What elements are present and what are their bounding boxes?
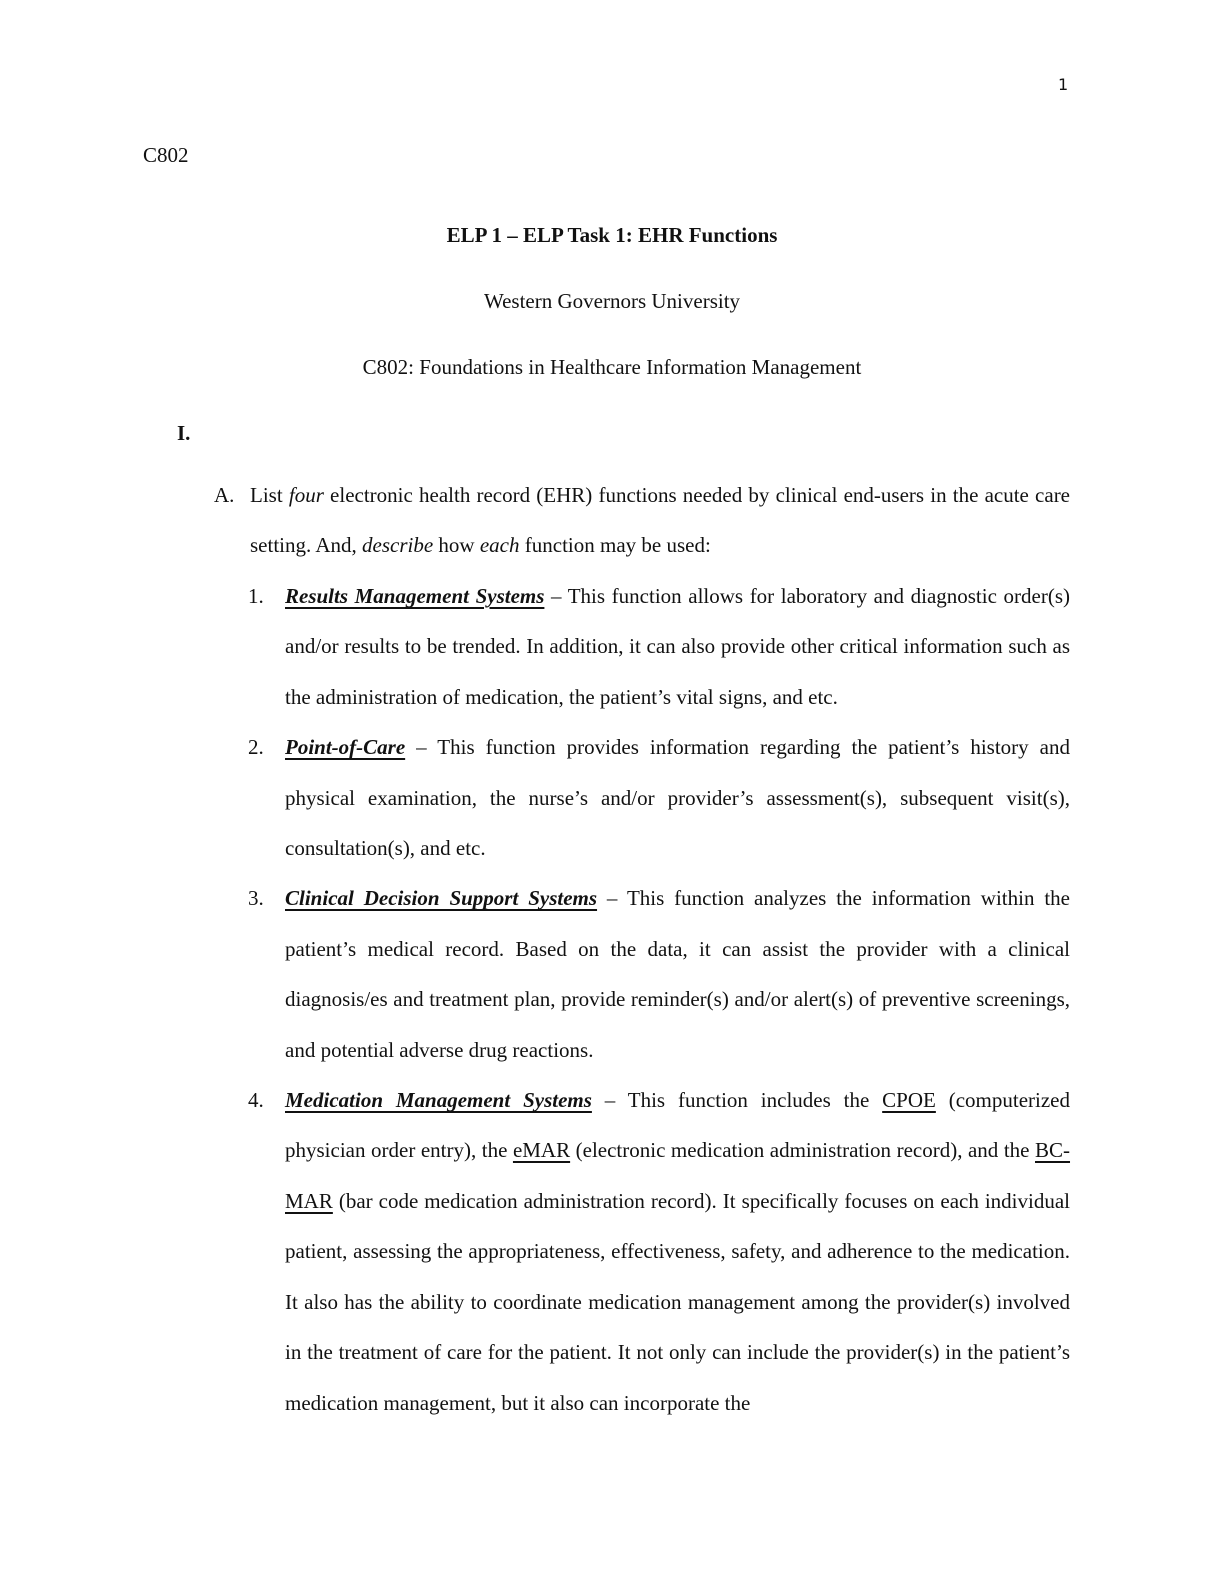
question-text-part: how [433,533,480,558]
function-description: (computerized physician order entry), the [285,1088,1070,1163]
function-description: – This function allows for laboratory and diagnostic order(s) and/or results to be trended. In addition, it can also provide other critical information such as the administration of medication, the patient’s vital signs, and etc. [285,584,1070,709]
course-name: C802: Foundations in Healthcare Information Management [362,355,862,379]
function-term: Medication Management Systems [285,1088,592,1113]
acronym-bc-mar: BC-MAR [285,1138,1071,1213]
list-item [248,722,1070,873]
list-item-number: 2. [248,735,264,760]
acronym-emar: eMAR [512,1138,571,1163]
function-description: – This function includes the [591,1088,883,1113]
ehr-functions-list [248,571,1070,1428]
question-text [250,470,1070,571]
list-item [248,571,1070,722]
question-text-part: electronic health record (EHR) functions needed by clinical end-users in the acute care setting. And, [250,483,1071,558]
function-term: Results Management Systems [285,584,545,608]
section-numeral: I. [177,421,191,445]
function-term: Point-of-Care [285,735,406,760]
function-description: – This function provides information regarding the patient’s history and physical examination, the nurse’s and/or provider’s assessment(s), subsequent visit(s), consultation(s), and etc. [285,735,1070,861]
list-item [248,1075,1070,1428]
list-item-number: 1. [248,584,264,608]
function-description: – This function analyzes the information within the patient’s medical record. Based on the data, it can assist the provider with a clinical diagnosis/es and treatment plan, provide reminder(s) and/or alert(s) of preventive screenings, and potential adverse drug reactions. [285,886,1071,1062]
function-term: Clinical Decision Support Systems [285,886,598,911]
list-item-number: 3. [248,886,264,911]
function-description: (bar code medication administration record). It specifically focuses on each individual patient, assessing the appropriateness, effectiveness, safety, and adherence to the medication. It also has the ability to coordinate medication management among the provider(s) involved in the treatment of care for the patient. It not only can include the provider(s) in the patient’s medication management, but it also can incorporate the [285,1188,1070,1415]
question-a [214,470,1070,571]
question-emphasis-each: each [479,533,520,558]
list-item-number: 4. [248,1088,264,1113]
acronym-cpoe: CPOE [882,1088,936,1113]
document-title: ELP 1 – ELP Task 1: EHR Functions [446,223,778,247]
question-text-part: List [250,483,289,507]
institution-name: Western Governors University [483,289,741,313]
running-head: C802 [143,143,189,167]
function-description: (electronic medication administration record), and the [570,1138,1035,1163]
page-number: 1 [1058,75,1069,94]
question-marker: A. [214,483,235,507]
question-emphasis-describe: describe [362,533,434,558]
question-emphasis-four: four [288,483,324,507]
list-item [248,873,1070,1075]
question-text-part: function may be used: [519,533,711,558]
